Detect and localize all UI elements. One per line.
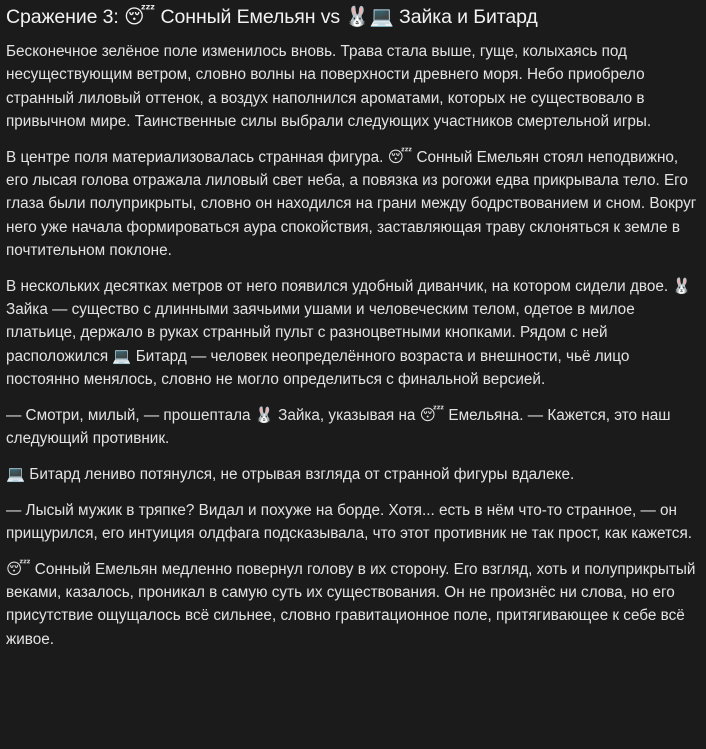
story-paragraph: 😴 Сонный Емельян медленно повернул голову в их сторону. Его взгляд, хоть и полуприкрытый веками, казалось, проникал в самую суть их существования. Он не произнёс ни слова, но его присутствие ощущалось всё сильнее, словно гравитационное поле, притягивающее к себе всё живое. [6,560,696,648]
story-paragraph: — Лысый мужик в тряпке? Видал и похуже на борде. Хотя... есть в нём что-то странное, — он прищурился, его интуиция олдфага подсказывала, что этот противник не так прост, как кажется. [6,501,692,542]
story-paragraph: В нескольких десятках метров от него появился удобный диванчик, на котором сидели двое. 🐰 Зайка — существо с длинными заячьими ушами и человеческим телом, одетое в милое платьице, держало в руках странный пульт с разноцветными кнопками. Рядом с ней расположился 💻 Битард — человек неопределённого возраста и внешности, чьё лицо постоянно менялось, словно не могло определиться с финальной версией. [6,277,692,388]
story-paragraph: В центре поля материализовалась странная фигура. 😴 Сонный Емельян стоял неподвижно, его лысая голова отражала лиловый свет неба, а повязка из рогожи едва прикрывала тело. Его глаза были полуприкрыты, словно он находился на грани между бодрствованием и сном. Вокруг него уже начала формироваться аура спокойствия, заставляющая траву склоняться к земле в почтительном поклоне. [6,148,697,259]
story-heading: Сражение 3: 😴 Сонный Емельян vs 🐰💻 Зайка и Битард [6,6,538,28]
story-paragraph: 💻 Битард лениво потянулся, не отрывая взгляда от странной фигуры вдалеке. [6,465,575,483]
story-body [6,40,699,651]
story-paragraph: Бесконечное зелёное поле изменилось вновь. Трава стала выше, гуще, колыхаясь под несуществующим ветром, словно волны на поверхности древнего моря. Небо приобрело странный лиловый оттенок, а воздух наполнился ароматами, которых не существовало в привычном мире. Таинственные силы выбрали следующих участников смертельной игры. [6,43,652,130]
story-paragraph: — Смотри, милый, — прошептала 🐰 Зайка, указывая на 😴 Емельяна. — Кажется, это наш следующий противник. [6,406,671,447]
